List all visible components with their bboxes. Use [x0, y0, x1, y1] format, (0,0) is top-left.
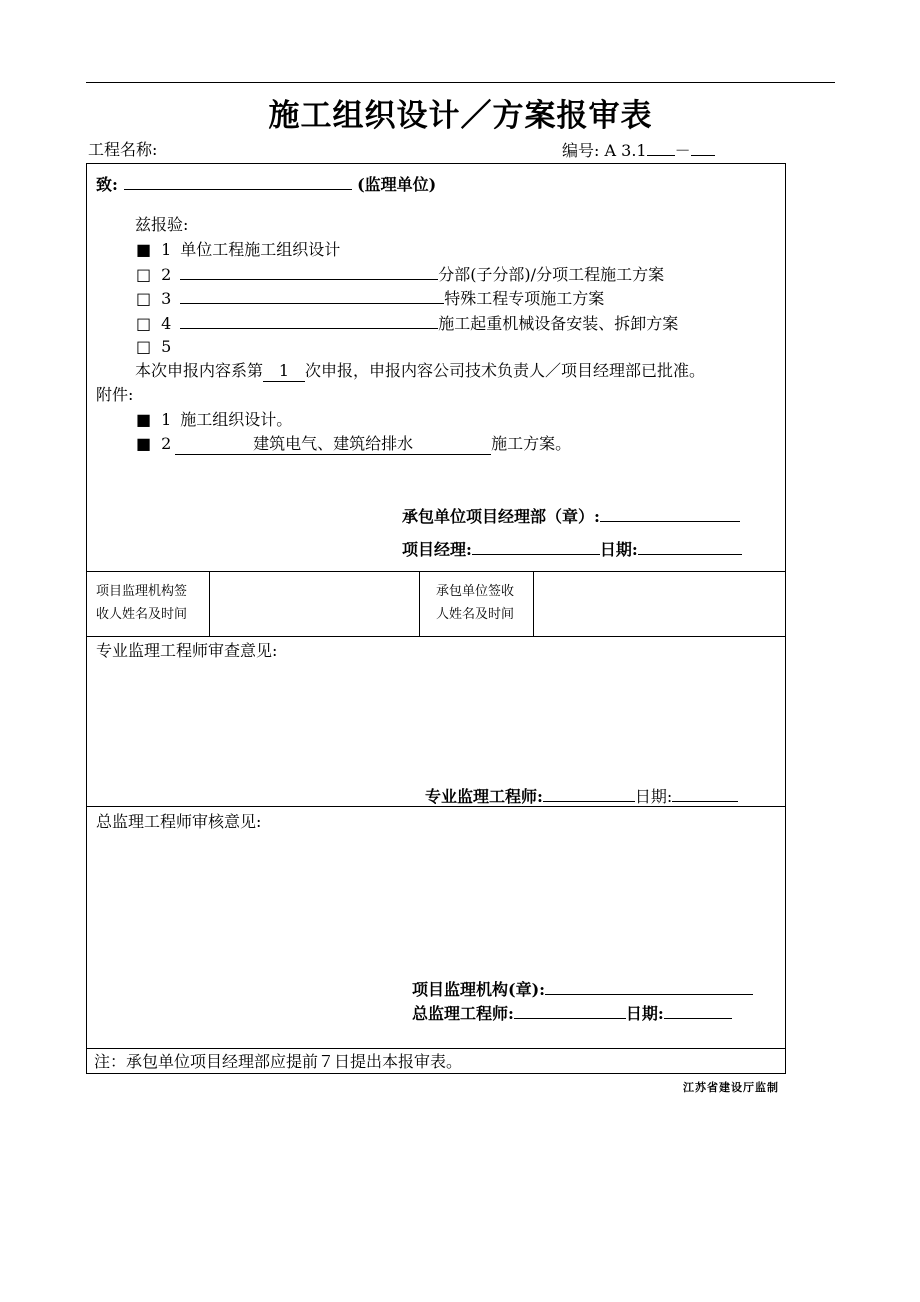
- code-value: A 3.1: [604, 141, 647, 160]
- statement-pre: 本次申报内容系第: [135, 361, 264, 380]
- contractor-date-blank: [638, 539, 742, 555]
- page-title: 施工组织设计／方案报审表: [268, 98, 653, 134]
- code-dash: －: [674, 141, 691, 160]
- contractor-receipt-label-1: 承包单位签收: [436, 584, 515, 599]
- org-sign-line: [412, 979, 753, 1000]
- to-suffix: (监理单位): [357, 175, 437, 194]
- chief-sign-line: [412, 1003, 732, 1024]
- item-number: 1: [161, 240, 172, 259]
- item-number: 2: [161, 265, 172, 284]
- to-blank: [124, 174, 352, 190]
- item-text: 单位工程施工组织设计: [180, 240, 341, 259]
- submit-item-1: [136, 240, 340, 260]
- checkbox-checked[interactable]: ■: [136, 410, 152, 429]
- divider-2: [86, 636, 786, 637]
- org-sign-blank: [545, 979, 753, 995]
- code-label: 编号:: [562, 141, 600, 160]
- attachment-item-1: [136, 410, 292, 430]
- contractor-dept-label: 承包单位项目经理部（章）:: [402, 507, 600, 526]
- item-text: 施工方案。: [491, 434, 572, 453]
- note-text: 注：承包单位项目经理部应提前７日提出本报审表。: [94, 1052, 463, 1071]
- submission-count: 1: [263, 361, 305, 382]
- item-blank: [180, 264, 438, 280]
- attachment-fill: 建筑电气、建筑给排水: [175, 434, 491, 455]
- supervisor-receipt-field[interactable]: [210, 572, 418, 635]
- item-blank: [180, 288, 444, 304]
- project-manager-line: [402, 539, 742, 560]
- attachment-item-2: [136, 434, 571, 455]
- specialist-date-blank: [672, 786, 738, 802]
- contractor-receipt-field[interactable]: [534, 572, 785, 635]
- item-number: 4: [161, 314, 172, 333]
- org-sign-label: 项目监理机构(章):: [412, 980, 546, 999]
- chief-date-blank: [664, 1003, 732, 1019]
- project-manager-label: 项目经理:: [402, 540, 472, 559]
- submit-item-4: [136, 313, 678, 334]
- item-text: 施工起重机械设备安装、拆卸方案: [438, 314, 679, 333]
- checkbox-unchecked[interactable]: □: [136, 314, 152, 333]
- specialist-sign-label: 专业监理工程师:: [425, 787, 543, 806]
- attachments-label: 附件:: [96, 385, 134, 404]
- statement-post: 次申报，申报内容公司技术负责人／项目经理部已批准。: [305, 361, 706, 380]
- contractor-dept-line: [402, 506, 740, 527]
- code-blank-2: [691, 140, 715, 156]
- chief-sign-label: 总监理工程师:: [412, 1004, 514, 1023]
- item-text: 特殊工程专项施工方案: [444, 289, 605, 308]
- item-number: 3: [161, 289, 172, 308]
- contractor-date-label: 日期:: [599, 540, 638, 559]
- checkbox-unchecked[interactable]: □: [136, 289, 152, 308]
- to-line: [96, 174, 436, 195]
- supervisor-receipt-label-1: 项目监理机构签: [96, 584, 188, 599]
- contractor-receipt-label-2: 人姓名及时间: [436, 607, 515, 622]
- submit-item-5: [136, 337, 175, 357]
- contractor-dept-blank: [600, 506, 740, 522]
- item-number: 5: [161, 337, 172, 356]
- code-blank-1: [647, 140, 675, 156]
- checkbox-unchecked[interactable]: □: [136, 265, 152, 284]
- item-text: 施工组织设计。: [180, 410, 293, 429]
- chief-date-label: 日期:: [625, 1004, 664, 1023]
- specialist-sign-line: [425, 786, 738, 807]
- submit-intro: 兹报验:: [135, 215, 189, 234]
- item-number: 1: [161, 410, 172, 429]
- submission-statement: [135, 361, 705, 382]
- checkbox-checked[interactable]: ■: [136, 240, 152, 259]
- item-blank: [180, 313, 438, 329]
- divider-4: [86, 1048, 786, 1049]
- checkbox-unchecked[interactable]: □: [136, 337, 152, 356]
- receipt-divider-2: [419, 571, 420, 636]
- project-name-label: 工程名称:: [88, 140, 158, 159]
- to-label: 致:: [96, 175, 118, 194]
- chief-review-label: 总监理工程师审核意见:: [96, 812, 262, 831]
- chief-sign-blank: [514, 1003, 626, 1019]
- form-code: [562, 140, 715, 161]
- project-manager-blank: [472, 539, 600, 555]
- submit-item-2: [136, 264, 664, 285]
- submit-item-3: [136, 288, 604, 309]
- top-rule: [86, 82, 835, 83]
- supervisor-receipt-label-2: 收人姓名及时间: [96, 607, 188, 622]
- checkbox-checked[interactable]: ■: [136, 434, 152, 453]
- specialist-sign-blank: [543, 786, 635, 802]
- specialist-review-label: 专业监理工程师审查意见:: [96, 641, 278, 660]
- specialist-date-label: 日期:: [634, 787, 673, 806]
- issuer-footer: 江苏省建设厅监制: [683, 1081, 779, 1094]
- item-number: 2: [161, 434, 172, 453]
- item-text: 分部(子分部)/分项工程施工方案: [438, 265, 665, 284]
